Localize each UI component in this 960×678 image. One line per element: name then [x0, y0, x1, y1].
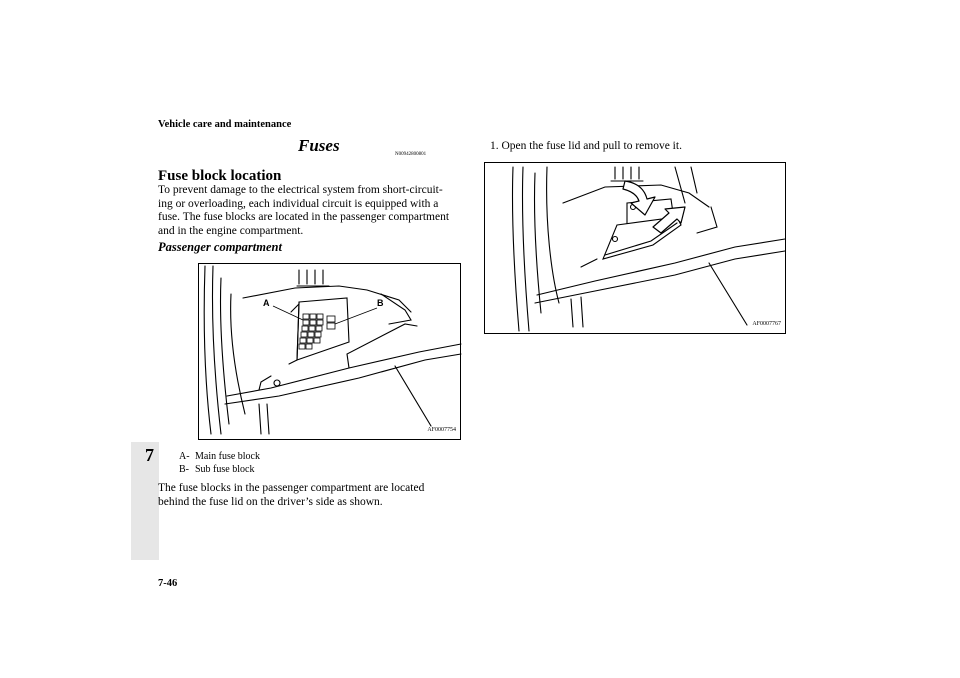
- intro-line: and in the engine compartment.: [158, 224, 304, 237]
- note-line: behind the fuse lid on the driver’s side as shown.: [158, 495, 383, 508]
- fuse-block-drawing: [199, 264, 462, 441]
- legend-text: Sub fuse block: [195, 464, 255, 475]
- running-header: Vehicle care and maintenance: [158, 119, 292, 130]
- fuse-lid-drawing: [485, 163, 787, 335]
- label-b: B: [377, 298, 384, 308]
- legend-key: A-: [179, 451, 190, 462]
- intro-line: To prevent damage to the electrical system from short-circuit-: [158, 184, 443, 196]
- legend-item: [179, 463, 260, 476]
- intro-line: ing or overloading, each individual circuit is equipped with a: [158, 197, 439, 210]
- open-fuse-lid-figure: [484, 162, 786, 334]
- chapter-number: 7: [145, 445, 154, 465]
- figure-code: AF0007754: [427, 427, 456, 433]
- section-code: N00942800801: [395, 152, 427, 157]
- label-a: A: [263, 298, 270, 308]
- passenger-compartment-heading: Passenger compartment: [158, 240, 282, 254]
- legend-text: Main fuse block: [195, 451, 260, 462]
- figure-code: AF0007767: [752, 321, 781, 327]
- step-1-text: 1. Open the fuse lid and pull to remove it.: [490, 140, 682, 152]
- fuse-block-location-figure: [198, 263, 461, 440]
- note-line: The fuse blocks in the passenger compartment are located: [158, 482, 425, 494]
- page-number: 7-46: [158, 578, 178, 589]
- legend-key: B-: [179, 464, 189, 475]
- legend-item: [179, 450, 260, 463]
- passenger-note: [158, 482, 461, 509]
- section-title: Fuses: [298, 136, 340, 155]
- intro-line: fuse. The fuse blocks are located in the passenger compartment: [158, 211, 450, 223]
- figure-legend: [179, 450, 260, 476]
- subsection-title: Fuse block location: [158, 168, 282, 184]
- intro-paragraph: [158, 184, 461, 238]
